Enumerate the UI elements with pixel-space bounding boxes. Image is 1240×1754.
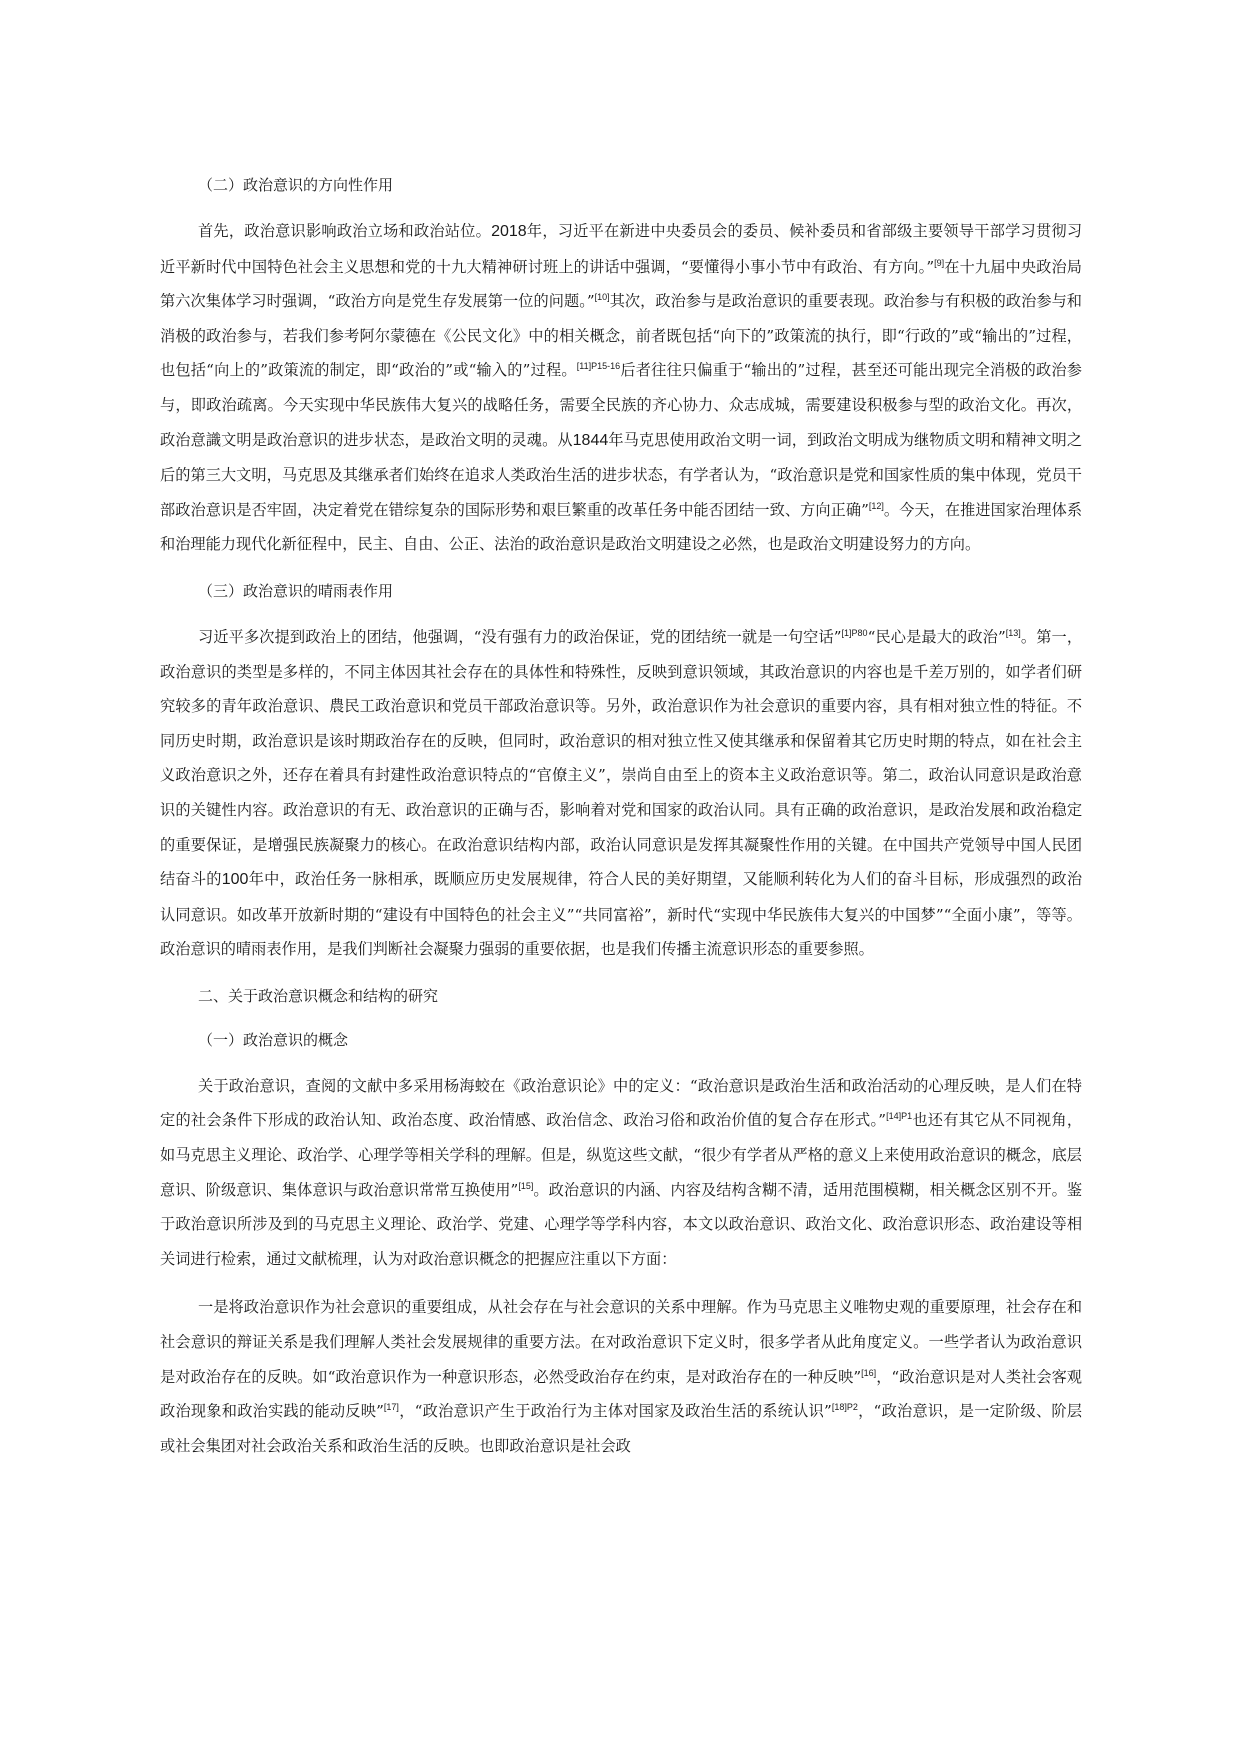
citation-ref: [16] — [861, 1367, 877, 1378]
text-run: “民心是最大的政治” — [867, 627, 1006, 646]
text-run: ，“政治意识产生于政治行为主体对国家及政治生活的系统认识” — [398, 1402, 832, 1421]
citation-ref: [14]P1 — [886, 1111, 913, 1122]
text-run: 。第一，政治意识的类型是多样的，不同主体因其社会存在的具体性和特殊性，反映到意识领域，其政治意识的内容也是千差万别的，如学者们研究较多的青年政治意识、農民工政治意识和党员干部政治意识等。另外，政治意识作为社会意识的重要内容，具有相对独立性的特征。不同历史时期，政治意识是该时期政治存在的反映，但同时，政治意识的相对独立性又使其继承和保留着其它历史时期的特点，如在社会主义政治意识之外，还存在着具有封建性政治意识特点的“官僚主义”，崇尚自由至上的资本主义政治意识等。第二，政治认同意识是政治意识的关键性内容。政治意识的有无、政治意识的正确与否，影响着对党和国家的政治认同。具有正确的政治意识，是政治发展和政治稳定的重要保证，是增强民族凝聚力的核心。在政治意识结构内部，政治认同意识是发挥其凝聚性作用的关键。在中国共产党领导中国人民团结奋斗的 — [160, 627, 1083, 889]
paragraph — [160, 620, 1082, 967]
text-run: ，“政治意识是对人类社会客观政治现象和政治实践的能动反映” — [160, 1367, 1082, 1421]
citation-ref: [13] — [1005, 627, 1021, 638]
text-run: ，“政治意识，是一定阶级、阶层或社会集团对社会政治关系和政治生活的反映。也即政治意识是社会政 — [160, 1402, 1083, 1455]
text-run: 。政治意识的内涵、内容及结构含糊不清，适用范围模糊，相关概念区别不开。鉴于政治意识所涉及到的马克思主义理论、政治学、党建、心理学等学科内容，本文以政治意识、政治文化、政治意识形态、政治建设等相关词进行检索，通过文献梳理，认为对政治意识概念的把握应注重以下方面： — [160, 1180, 1083, 1268]
text-run: 其次，政治参与是政治意识的重要表现。政治参与有积极的政治参与和消极的政治参与，若我们参考阿尔蒙德在《公民文化》中的相关概念，前者既包括“向下的”政策流的执行，即“行政的”或“输出的”过程，也包括“向上的”政策流的制定，即“政治的”或“输入的”过程。 — [160, 292, 1082, 380]
text-run: 年马克思使用政治文明一词，到政治文明成为继物质文明和精神文明之后的第三大文明，马克思及其继承者们始终在追求人类政治生活的进步状态，有学者认为，“政治意识是党和国家性质的集中体现，党员干部政治意识是否牢固，决定着党在错综复杂的国际形势和艰巨繁重的改革任务中能否团结一致、方向正确” — [160, 430, 1083, 519]
citation-ref: [10] — [594, 292, 610, 303]
number-text: 100 — [221, 871, 249, 889]
number-text: 1844 — [572, 431, 609, 449]
citation-ref: [12] — [868, 500, 884, 511]
text-run: 年，习近平在新进中央委员会的委员、候补委员和省部级主要领导干部学习贯彻习近平新时代中国特色社会主义思想和党的十九大精神研讨班上的讲话中强调，“要懂得小事小节中有政治、有方向。” — [160, 222, 1083, 276]
chapter-heading: 二、关于政治意识概念和结构的研究 — [198, 986, 439, 1005]
text-run: 年中，政治任务一脉相承，既顺应历史发展规律，符合人民的美好期望，又能顺利转化为人们的奋斗目标，形成强烈的政治认同意识。如改革开放新时期的“建设有中国特色的社会主义”“共同富裕”，新时代“实现中华民族伟大复兴的中国梦”“全面小康”，等等。政治意识的晴雨表作用，是我们判断社会凝聚力强弱的重要依据，也是我们传播主流意识形态的重要参照。 — [160, 870, 1083, 959]
number-text: 2018 — [491, 223, 527, 240]
text-run: 也还有其它从不同视角，如马克思主义理论、政治学、心理学等相关学科的理解。但是，纵览这些文献，“很少有学者从严格的意义上来使用政治意识的概念，底层意识、阶级意识、集体意识与政治意识常常互换使用” — [160, 1111, 1083, 1199]
section-heading: （二）政治意识的方向性作用 — [198, 176, 394, 194]
citation-ref: [15] — [518, 1180, 534, 1191]
section-heading: （三）政治意识的晴雨表作用 — [198, 581, 394, 600]
document-page — [160, 170, 1082, 1477]
paragraph — [160, 1290, 1082, 1463]
citation-ref: [1]P80 — [841, 627, 868, 638]
text-run: 一是将政治意识作为社会意识的重要组成，从社会存在与社会意识的关系中理解。作为马克思主义唯物史观的重要原理，社会存在和社会意识的辩证关系是我们理解人类社会发展规律的重要方法。在对政治意识下定义时，很多学者从此角度定义。一些学者认为政治意识是对政治存在的反映。如“政治意识作为一种意识形态，必然受政治存在约束，是对政治存在的一种反映” — [160, 1298, 1082, 1386]
text-run: 后者往往只偏重于“输出的”过程，甚至还可能出现完全消极的政治参与，即政治疏离。今天实现中华民族伟大复兴的战略任务，需要全民族的齐心协力、众志成城，需要建设积极参与型的政治文化。再次，政治意識文明是政治意识的进步状态，是政治文明的灵魂。从 — [160, 361, 1082, 449]
text-run: 。今天，在推进国家治理体系和治理能力现代化新征程中，民主、自由、公正、法治的政治意识是政治文明建设之必然，也是政治文明建设努力的方向。 — [160, 500, 1083, 554]
text-run: 习近平多次提到政治上的团结，他强调，“没有强有力的政治保证，党的团结统一就是一句空话” — [198, 627, 842, 646]
text-run: 关于政治意识，查阅的文献中多采用杨海蛟在《政治意识论》中的定义：“政治意识是政治生活和政治活动的心理反映，是人们在特定的社会条件下形成的政治认知、政治态度、政治情感、政治信念、政治习俗和政治价值的复合存在形式。” — [160, 1076, 1082, 1130]
text-run: 在十九届中央政治局第六次集体学习时强调，“政治方向是党生存发展第一位的问题。” — [160, 257, 1082, 311]
text-run: 首先，政治意识影响政治立场和政治站位。 — [198, 222, 492, 240]
paragraph — [160, 1069, 1082, 1277]
paragraph — [160, 214, 1082, 562]
citation-ref: [9] — [934, 257, 945, 268]
citation-ref: [17] — [383, 1402, 399, 1413]
citation-ref: [18]P2 — [831, 1402, 858, 1413]
section-heading: （一）政治意识的概念 — [198, 1030, 349, 1049]
citation-ref: [11]P15-16 — [576, 361, 621, 372]
